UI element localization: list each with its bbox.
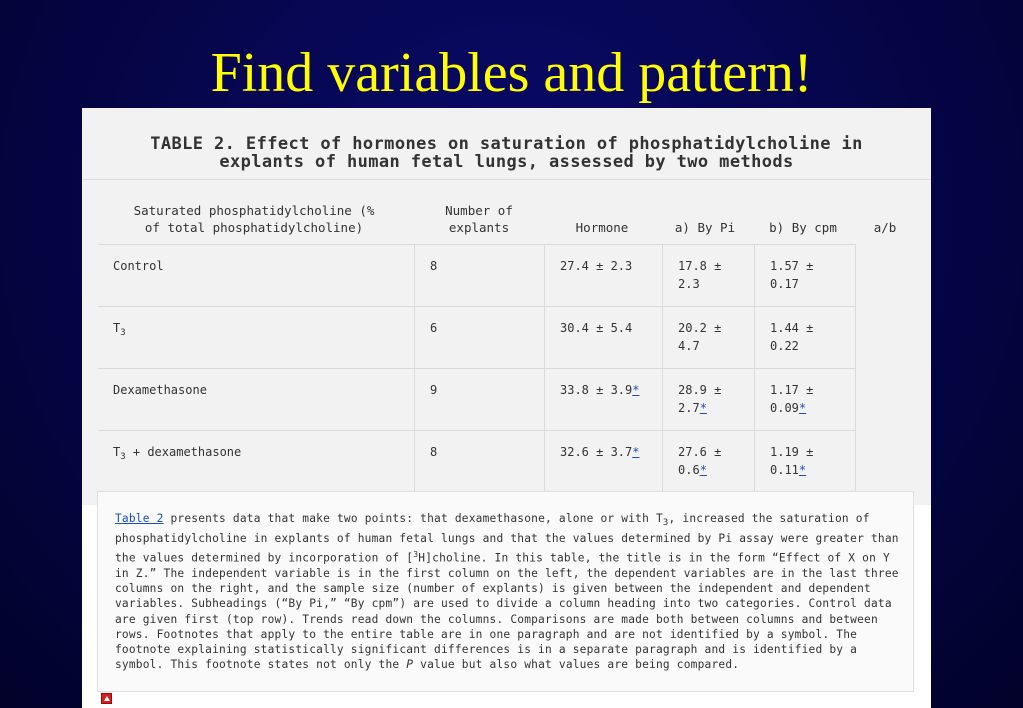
hormone-value: 32.6 ± 3.7: [560, 445, 633, 459]
group-subscript: 3: [120, 328, 126, 338]
hormone-value: 33.8 ± 3.9: [560, 383, 633, 397]
header-a-over-b: a/b: [873, 220, 897, 235]
cpm-value: 1.17 ±: [770, 383, 814, 397]
pi-error: 2.3: [678, 277, 700, 291]
header-hormone: Hormone: [575, 220, 629, 235]
cpm-error: 0.22: [770, 339, 799, 353]
cpm-value: 1.57 ±: [770, 259, 814, 273]
group-subscript: 3: [120, 452, 126, 462]
header-saturated-pc-line1: Saturated phosphatidylcholine (%: [133, 203, 375, 218]
significance-footnote-link[interactable]: *: [798, 463, 807, 477]
group-name: Control: [113, 259, 164, 273]
cell-group: [98, 307, 415, 368]
header-number-explants: [420, 202, 538, 236]
pi-error: 0.6: [678, 463, 700, 477]
explanation-seg1: presents data that make two points: that dexamethasone, alone or with T: [163, 512, 663, 525]
cell-group: [98, 245, 415, 306]
cell-group: [98, 369, 415, 430]
cell-by-cpm: [755, 245, 856, 306]
cell-n: 9: [415, 369, 545, 430]
explanation-superscript: 3: [413, 549, 419, 559]
group-name: Dexamethasone: [113, 383, 207, 397]
significance-footnote-link[interactable]: *: [798, 401, 807, 415]
header-by-pi: a) By Pi: [674, 220, 736, 235]
pi-value: 27.6 ±: [678, 445, 722, 459]
cell-by-pi: [663, 431, 755, 492]
table-caption: [82, 135, 931, 171]
significance-footnote-link[interactable]: *: [632, 383, 640, 397]
table-row: [98, 244, 856, 306]
pi-error: 2.7: [678, 401, 700, 415]
header-saturated-pc: [104, 202, 404, 236]
table-caption-line2: explants of human fetal lungs, assessed by two methods: [219, 152, 794, 172]
pi-value: 28.9 ±: [678, 383, 722, 397]
explanation-seg2: , increased the saturation of phosphatidylcholine in explants of human fetal lungs and that the values determined by Pi assay were greater than the values determined by incorporation of [: [115, 512, 899, 565]
significance-footnote-link[interactable]: *: [699, 463, 707, 477]
cpm-error: 0.09: [770, 401, 799, 415]
hormone-value: 27.4 ± 2.3: [560, 259, 633, 273]
cell-group: [98, 431, 415, 492]
group-name-suffix: + dexamethasone: [125, 445, 242, 459]
group-name: T: [113, 321, 121, 335]
cell-by-pi: [663, 307, 755, 368]
header-number-explants-line2: explants: [448, 220, 510, 235]
header-number-explants-line1: Number of: [445, 203, 513, 218]
pi-error: 4.7: [678, 339, 700, 353]
arrow-up-icon[interactable]: [101, 693, 112, 704]
cell-by-cpm: [755, 431, 856, 492]
significance-footnote-link[interactable]: *: [699, 401, 707, 415]
explanation-subscript: 3: [662, 518, 669, 528]
pi-value: 17.8 ±: [678, 259, 722, 273]
caption-divider: [82, 179, 931, 180]
cpm-value: 1.44 ±: [770, 321, 814, 335]
cpm-error: 0.11: [770, 463, 799, 477]
header-by-cpm: b) By cpm: [769, 220, 837, 235]
slide-title: Find variables and pattern!: [210, 42, 813, 104]
pi-value: 20.2 ±: [678, 321, 722, 335]
table-row: [98, 430, 856, 492]
group-name: T: [113, 445, 121, 459]
cell-by-pi: [663, 369, 755, 430]
table-panel: [82, 108, 931, 508]
table-row: [98, 306, 856, 368]
cell-hormone: [545, 431, 663, 492]
explanation-panel: [82, 505, 931, 708]
cell-n: 6: [415, 307, 545, 368]
explanation-seg4: value but also what values are being compared.: [413, 658, 740, 672]
cpm-error: 0.17: [770, 277, 799, 291]
explanation-text: [97, 491, 914, 692]
cell-by-cpm: [755, 307, 856, 368]
table-2-link[interactable]: Table 2: [115, 512, 164, 525]
cell-hormone: [545, 245, 663, 306]
cell-hormone: [545, 307, 663, 368]
cpm-value: 1.19 ±: [770, 445, 814, 459]
cell-by-pi: [663, 245, 755, 306]
cell-by-cpm: [755, 369, 856, 430]
cell-hormone: [545, 369, 663, 430]
header-saturated-pc-line2: of total phosphatidylcholine): [144, 220, 364, 235]
explanation-seg3: H]choline. In this table, the title is in the form “Effect of X on Y in Z.” The independent variable is in the first column on the left, the dependent variables are in the last three columns on the right, and the sample size (number of explants) is given between the independent and dependent variables. Subheadings (“By Pi,” “By cpm”) are used to divide a column heading into two categories. Control data are given first (top row). Trends read down the columns. Comparisons are made both between columns and between rows. Footnotes that apply to the entire table are in one paragraph and are not identified by a symbol. The footnote explaining statistically significant differences is in a separate paragraph and is identified by a symbol. This footnote states not only the: [115, 551, 899, 672]
hormone-value: 30.4 ± 5.4: [560, 321, 633, 335]
cell-n: 8: [415, 245, 545, 306]
significance-footnote-link[interactable]: *: [632, 445, 640, 459]
table-caption-line1: TABLE 2. Effect of hormones on saturation of phosphatidylcholine in: [150, 134, 863, 154]
explanation-italic-p: P: [406, 658, 414, 672]
cell-n: 8: [415, 431, 545, 492]
table-row: [98, 368, 856, 430]
